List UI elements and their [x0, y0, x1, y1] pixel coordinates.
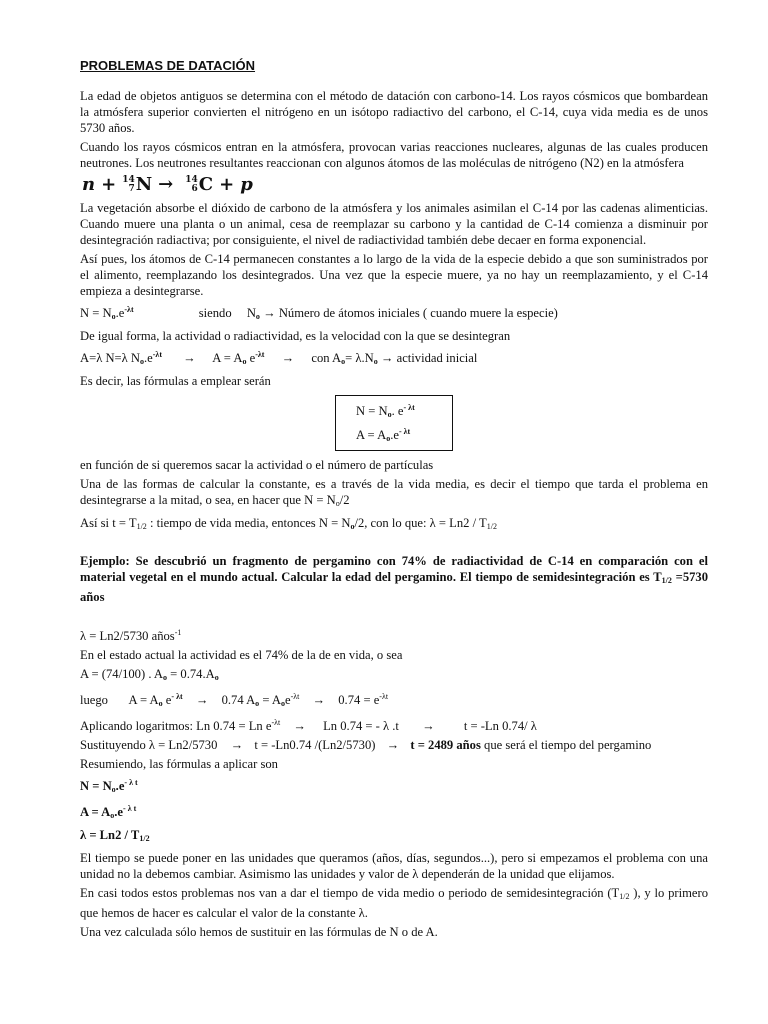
formula-text: /2, con lo que: λ = Ln2 / T	[354, 516, 487, 530]
subscript: o	[111, 312, 116, 321]
formula-text: N = N	[80, 779, 112, 793]
arrow: →	[293, 719, 306, 733]
box-formula-a	[356, 423, 432, 447]
summary-formula-n	[80, 775, 708, 798]
paragraph-current-state: En el estado actual la actividad es el 74% de la de en vida, o sea	[80, 648, 403, 662]
paragraph-text: ), y lo primero que hemos de hacer es calcular el valor de la constante λ.	[80, 886, 708, 920]
example-problem	[80, 553, 708, 605]
subscript: 1/2	[619, 892, 630, 901]
formula-text: Así si t = T	[80, 516, 137, 530]
page-title: PROBLEMAS DE DATACIÓN	[80, 58, 256, 73]
subscript: o	[280, 699, 285, 708]
formula-t-half	[80, 515, 708, 535]
exponent: - λ t	[124, 778, 138, 787]
example-text: =5730 años	[80, 570, 709, 604]
subscript: o	[163, 673, 168, 682]
formula-luego	[80, 689, 708, 712]
formula-text: .e	[114, 805, 124, 819]
exponent: -λt	[255, 350, 265, 359]
paragraph-intro: La edad de objetos antiguos se determina con el método de datación con carbono-14. Los rayos cósmicos que bombardean la atmósfera superior convierten el nitrógeno en un isótopo radiactivo del carbono, el C-14, cuya vida media es de unos 5730 años.	[80, 89, 708, 135]
carbon-mass-number: 14	[185, 175, 198, 185]
reaction-arrow: →	[158, 174, 174, 195]
formula-text: .e	[115, 306, 125, 320]
subscript: o	[255, 312, 260, 321]
proton-symbol: p	[240, 174, 253, 195]
formula-text: e	[284, 693, 291, 707]
exponent: -λt	[152, 350, 163, 359]
formula-text: t = -Ln0.74 /(Ln2/5730)	[254, 738, 376, 752]
carbon-symbol: C	[198, 174, 214, 195]
exponent: -λt	[271, 718, 281, 727]
subscript: o	[110, 811, 115, 820]
exponent: - λt	[171, 692, 183, 701]
formula-text: .e	[144, 351, 153, 365]
arrow: →	[195, 693, 209, 707]
formula-text: A = A	[128, 693, 159, 707]
paragraph-text: Una de las formas de calcular la constante, es a través de la vida media, es decir el tiempo que tarda el problema en desintegrarse a la mitad, o sea, en hacer que N = N	[80, 477, 708, 507]
plus-sign: +	[101, 174, 117, 195]
formula-text: .e	[390, 428, 399, 442]
formula-text: A = A	[212, 351, 243, 365]
subscript: 1/2	[661, 576, 672, 585]
summary-formula-a	[80, 801, 708, 824]
carbon-atomic-number: 6	[191, 184, 198, 194]
exponent: -1	[174, 628, 182, 637]
paragraph-cosmic-rays: Cuando los rayos cósmicos entran en la atmósfera, provocan varias reacciones nucleares, algunas de las cuales producen neutrones. Los neutrones resultantes reaccionan con algunos átomos de las moléculas de nitrógeno (N2) en la atmósfera	[80, 140, 708, 170]
formula-text: = λ.N	[345, 351, 374, 365]
formula-substitution	[80, 737, 708, 753]
formula-lambda-value	[80, 625, 708, 644]
formula-text: A=λ N=λ N	[80, 351, 140, 365]
paragraph-summary-intro: Resumiendo, las fórmulas a aplicar son	[80, 757, 278, 771]
formula-text: = 0.74.A	[167, 667, 215, 681]
paragraph-formulas-intro: Es decir, las fórmulas a emplear serán	[80, 374, 271, 388]
formula-text: e	[246, 351, 256, 365]
result-description: que será el tiempo del pergamino	[480, 738, 652, 752]
document-page	[80, 58, 708, 943]
paragraph-half-life-given	[80, 885, 708, 921]
formula-text: λ = Ln2 / T	[80, 828, 140, 842]
luego-word: luego	[80, 693, 108, 707]
formula-text: N = N	[356, 404, 388, 418]
nitrogen-atomic-number: 7	[128, 184, 135, 194]
formula-text: λ = Ln2/5730 años	[80, 629, 175, 643]
formula-box	[335, 395, 453, 451]
subscript: o	[255, 699, 260, 708]
subscript: o	[111, 785, 116, 794]
result-value: t = 2489 años	[410, 738, 481, 752]
subscript: o	[158, 699, 163, 708]
paragraph-text: En casi todos estos problemas nos van a dar el tiempo de vida medio o periodo de semidesintegración (T	[80, 886, 620, 900]
exponent: - λt	[403, 403, 415, 412]
paragraph-vegetation: La vegetación absorbe el dióxido de carbono de la atmósfera y los animales asimilan el C-14 por las cadenas alimenticias. Cuando muere una planta o un animal, cesa de reemplazar su carbono y la cantidad de C-14 comienza a disminuir por desintegración radiactiva; por consiguiente, el nivel de radiactividad también debe decaer en forma exponencial.	[80, 201, 708, 247]
formula-text: . e	[391, 404, 404, 418]
arrow: →	[386, 738, 400, 752]
subscript: o	[386, 434, 391, 443]
exponent: -λt	[379, 692, 389, 701]
exponent: - λ t	[123, 804, 137, 813]
nitrogen-nuclide	[122, 174, 152, 196]
formula-text: Sustituyendo λ = Ln2/5730	[80, 738, 218, 752]
arrow: →	[312, 693, 326, 707]
formula-text: A = (74/100) . A	[80, 667, 164, 681]
siendo-word: siendo	[198, 306, 232, 320]
activity-description: → actividad inicial	[380, 351, 478, 365]
subscript: 1/2	[486, 522, 497, 531]
subscript: 1/2	[136, 522, 147, 531]
subscript: o	[242, 357, 247, 366]
subscript: o	[140, 357, 144, 366]
arrow: →	[183, 351, 196, 365]
subscript: o	[335, 499, 340, 508]
exponent: - λt	[398, 427, 411, 436]
subscript: o	[341, 357, 346, 366]
nuclear-reaction-equation	[82, 174, 708, 196]
formula-text: : tiempo de vida media, entonces N = N	[146, 516, 351, 530]
exponent: -λt	[290, 692, 300, 701]
formula-text: e	[162, 693, 172, 707]
subscript: o	[387, 410, 392, 419]
subscript: o	[350, 522, 355, 531]
neutron-symbol: n	[82, 174, 96, 195]
paragraph-units: El tiempo se puede poner en las unidades que queramos (años, días, segundos...), pero si empezamos el problema con una unidad no la debemos cambiar. Asimismo las unidades y valor de λ dependerán de la unidad que elijamos.	[80, 851, 708, 881]
exponent: -λt	[124, 305, 134, 314]
nitrogen-mass-number: 14	[122, 175, 135, 185]
formula-text: = A	[259, 693, 281, 707]
formula-text: N	[246, 306, 256, 320]
arrow: →	[281, 351, 295, 365]
paragraph-c14-constant: Así pues, los átomos de C-14 permanecen constantes a lo largo de la vida de la especie debido a que son suministrados por el alimento, reemplazando los desintegrados. Una vez que la especie muere, ya no hay un reemplazamiento, y el C-14 empieza a desintegrarse.	[80, 252, 708, 298]
formula-text: .e	[115, 779, 125, 793]
formula-text: 0.74 A	[221, 693, 256, 707]
summary-formula-lambda	[80, 827, 708, 847]
formula-text: 0.74 = e	[338, 693, 380, 707]
formula-logarithms	[80, 715, 708, 734]
formula-text: Ln 0.74 = - λ .t	[323, 719, 399, 733]
formula-text: Aplicando logaritmos: Ln 0.74 = Ln e	[80, 719, 272, 733]
formula-n-siendo	[80, 302, 708, 325]
paragraph-particles: en función de si queremos sacar la actividad o el número de partículas	[80, 458, 434, 472]
n0-description: → Número de átomos iniciales ( cuando muere la especie)	[263, 306, 558, 320]
formula-text: A = A	[356, 428, 387, 442]
nitrogen-symbol: N	[135, 174, 153, 195]
formula-box-wrapper	[80, 395, 708, 451]
paragraph-text: /2	[339, 493, 350, 507]
paragraph-activity: De igual forma, la actividad o radiactividad, es la velocidad con la que se desintegran	[80, 329, 511, 343]
carbon-nuclide	[185, 174, 213, 196]
formula-a-74	[80, 666, 708, 686]
paragraph-final: Una vez calculada sólo hemos de sustituir en las fórmulas de N o de A.	[80, 925, 438, 939]
formula-text: N = N	[80, 306, 112, 320]
example-text: Ejemplo: Se descubrió un fragmento de pergamino con 74% de radiactividad de C-14 en comparación con el material vegetal en el mundo actual. Calcular la edad del pergamino. El tiempo de semidesintegración es T	[80, 554, 708, 584]
arrow: →	[422, 719, 435, 733]
formula-text: t = -Ln 0.74/ λ	[463, 719, 537, 733]
box-formula-n	[356, 399, 432, 423]
formula-text: A = A	[80, 805, 111, 819]
arrow: →	[230, 738, 244, 752]
plus-sign: +	[219, 174, 235, 195]
subscript: o	[373, 357, 378, 366]
subscript: 1/2	[139, 834, 150, 843]
formula-activity-line	[80, 347, 708, 370]
paragraph-half-life	[80, 476, 708, 512]
subscript: o	[214, 673, 219, 682]
formula-text: con A	[311, 351, 342, 365]
